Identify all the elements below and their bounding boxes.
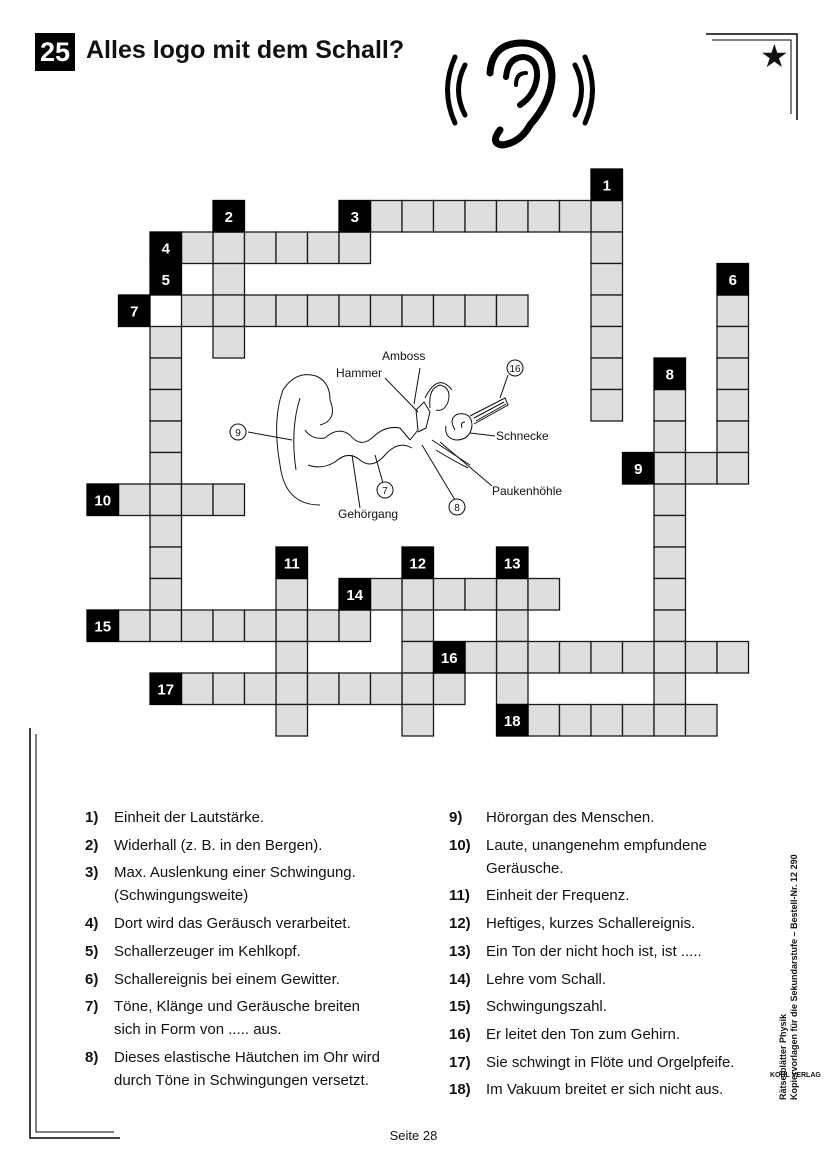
crossword-number-1: 1 <box>602 177 611 195</box>
crossword-cell[interactable] <box>402 610 434 642</box>
crossword-cell[interactable] <box>497 295 529 327</box>
clue-item <box>449 1051 734 1074</box>
clue-number: 4) <box>85 915 99 933</box>
crossword-cell[interactable] <box>308 673 340 705</box>
clue-item <box>449 1078 723 1101</box>
ear-label-paukenhoehle: Paukenhöhle <box>492 484 563 498</box>
crossword-cell[interactable] <box>402 201 434 233</box>
clue-text: Heftiges, kurzes Schallereignis. <box>486 915 696 933</box>
clue-number: 13) <box>449 942 471 960</box>
crossword-cell[interactable] <box>654 610 686 642</box>
crossword-cell[interactable] <box>245 610 277 642</box>
crossword-number-3: 3 <box>350 208 359 226</box>
crossword-cell[interactable] <box>591 642 623 674</box>
crossword-cell[interactable] <box>402 705 434 737</box>
crossword-cell[interactable] <box>591 358 623 390</box>
crossword-cell[interactable] <box>150 484 182 516</box>
crossword-cell[interactable] <box>654 579 686 611</box>
crossword-number-5: 5 <box>161 271 170 289</box>
clue-number: 18) <box>449 1081 471 1099</box>
clue-number: 12) <box>449 915 471 933</box>
crossword-cell[interactable] <box>150 358 182 390</box>
clue-text: Ein Ton der nicht hoch ist, ist ..... <box>486 942 702 960</box>
crossword-cell[interactable] <box>528 579 560 611</box>
ear-marker-8: 8 <box>454 503 460 514</box>
crossword-cell[interactable] <box>717 453 749 485</box>
clue-item <box>85 861 356 884</box>
crossword-cell[interactable] <box>276 610 308 642</box>
clue-number: 3) <box>85 864 99 882</box>
crossword-number-18: 18 <box>503 712 521 730</box>
clue-item <box>449 834 707 857</box>
crossword-number-15: 15 <box>94 618 112 636</box>
clue-number: 14) <box>449 970 471 988</box>
clue-number: 9) <box>449 809 463 826</box>
crossword-cell[interactable] <box>434 579 466 611</box>
crossword-cell[interactable] <box>308 232 340 264</box>
crossword-cell[interactable] <box>276 705 308 737</box>
crossword-cell[interactable] <box>497 579 529 611</box>
crossword-cell[interactable] <box>465 201 497 233</box>
clue-item <box>85 1046 380 1069</box>
ear-label-hammer: Hammer <box>336 366 383 380</box>
crossword-cell[interactable] <box>528 642 560 674</box>
crossword-cell[interactable] <box>717 295 749 327</box>
clue-item <box>449 940 702 963</box>
clue-number: 8) <box>85 1048 99 1066</box>
crossword-cell[interactable] <box>371 295 403 327</box>
crossword-cell[interactable] <box>654 673 686 705</box>
clue-item <box>449 995 607 1018</box>
crossword-cell[interactable] <box>339 232 371 264</box>
crossword-number-9: 9 <box>634 460 643 478</box>
crossword-cell[interactable] <box>497 673 529 705</box>
crossword-cell[interactable] <box>276 673 308 705</box>
crossword-cell[interactable] <box>434 295 466 327</box>
clue-text: Schallereignis bei einem Gewitter. <box>114 970 340 988</box>
ear-label-gehoergang: Gehörgang <box>338 507 399 521</box>
page-title: Alles logo mit dem Schall? <box>86 36 405 64</box>
crossword-cell[interactable] <box>623 642 655 674</box>
clue-item <box>85 940 301 963</box>
crossword-cell[interactable] <box>276 295 308 327</box>
crossword-cell[interactable] <box>150 453 182 485</box>
crossword-cell[interactable] <box>465 579 497 611</box>
crossword-cell[interactable] <box>528 201 560 233</box>
crossword-number-4: 4 <box>161 240 170 258</box>
clue-item <box>85 995 360 1018</box>
crossword-cell[interactable] <box>150 421 182 453</box>
star-icon: ★ <box>760 38 789 74</box>
crossword-cell[interactable] <box>245 673 277 705</box>
clue-number: 15) <box>449 998 471 1016</box>
clue-text: Dort wird das Geräusch verarbeitet. <box>114 915 351 933</box>
clue-item <box>449 1023 680 1046</box>
puzzle-number-badge: 25 <box>35 33 75 71</box>
clue-text: Im Vakuum breitet er sich nicht aus. <box>486 1081 724 1099</box>
clue-number: 10) <box>449 836 471 854</box>
crossword-number-16: 16 <box>440 649 458 667</box>
clue-number: 16) <box>449 1025 471 1043</box>
crossword-cell[interactable] <box>213 610 245 642</box>
crossword-cell[interactable] <box>371 673 403 705</box>
crossword-number-10: 10 <box>94 492 112 510</box>
clue-text: Einheit der Frequenz. <box>486 887 630 905</box>
crossword-cell[interactable] <box>591 232 623 264</box>
clue-text: Schallerzeuger im Kehlkopf. <box>114 942 301 960</box>
crossword-cell[interactable] <box>686 642 718 674</box>
clue-number: 2) <box>85 836 99 854</box>
ear-label-schnecke: Schnecke <box>496 429 549 443</box>
crossword-cell[interactable] <box>560 705 592 737</box>
crossword-cell[interactable] <box>150 390 182 422</box>
crossword-cell[interactable] <box>654 547 686 579</box>
crossword-cell[interactable] <box>339 610 371 642</box>
crossword-cell[interactable] <box>339 673 371 705</box>
side-publication-info <box>778 854 800 1100</box>
clue-text: Töne, Klänge und Geräusche breiten <box>114 998 360 1016</box>
crossword-cell[interactable] <box>560 201 592 233</box>
crossword-cell[interactable] <box>119 484 151 516</box>
clue-number: 7) <box>85 998 99 1016</box>
crossword-cell[interactable] <box>371 579 403 611</box>
crossword-cell[interactable] <box>245 295 277 327</box>
crossword-cell[interactable] <box>654 453 686 485</box>
clue-text: Er leitet den Ton zum Gehirn. <box>486 1025 680 1043</box>
crossword-cell[interactable] <box>717 358 749 390</box>
crossword-cell[interactable] <box>371 201 403 233</box>
crossword-cell[interactable] <box>308 610 340 642</box>
crossword-number-11: 11 <box>283 555 300 573</box>
crossword-cell[interactable] <box>402 642 434 674</box>
crossword-cell[interactable] <box>182 295 214 327</box>
crossword-cell[interactable] <box>497 642 529 674</box>
side-line-1: Rätselblätter Physik <box>778 1013 788 1100</box>
crossword-cell[interactable] <box>402 579 434 611</box>
crossword-cell[interactable] <box>654 390 686 422</box>
clue-number: 11) <box>449 887 470 905</box>
clue-text: Hörorgan des Menschen. <box>486 809 655 826</box>
clue-item <box>449 968 606 991</box>
crossword-cell[interactable] <box>339 295 371 327</box>
crossword-cell[interactable] <box>591 264 623 296</box>
publisher-logo: KOHL VERLAG <box>770 1072 821 1079</box>
crossword-cell[interactable] <box>434 673 466 705</box>
crossword-number-13: 13 <box>503 555 521 573</box>
crossword-cell[interactable] <box>150 579 182 611</box>
clue-number: 17) <box>449 1053 471 1071</box>
clue-text: Einheit der Lautstärke. <box>114 809 265 826</box>
clue-item <box>449 806 654 829</box>
crossword-cell[interactable] <box>402 673 434 705</box>
crossword-cell[interactable] <box>654 516 686 548</box>
crossword-number-12: 12 <box>409 555 427 573</box>
crossword-cell[interactable] <box>182 232 214 264</box>
crossword-cell[interactable] <box>213 327 245 359</box>
clue-text-continued: durch Töne in Schwingungen versetzt. <box>114 1071 369 1089</box>
clue-text-continued: sich in Form von ..... aus. <box>114 1021 282 1039</box>
clue-text-continued: Geräusche. <box>486 859 564 877</box>
crossword-cell[interactable] <box>150 610 182 642</box>
clue-text: Dieses elastische Häutchen im Ohr wird <box>114 1048 380 1066</box>
crossword-cell[interactable] <box>119 610 151 642</box>
crossword-cell[interactable] <box>528 705 560 737</box>
crossword-cell[interactable] <box>465 642 497 674</box>
crossword-cell[interactable] <box>213 484 245 516</box>
crossword-cell[interactable] <box>560 642 592 674</box>
clue-item <box>449 912 695 935</box>
crossword-cell[interactable] <box>591 327 623 359</box>
crossword-cell[interactable] <box>686 705 718 737</box>
crossword-cell[interactable] <box>276 579 308 611</box>
crossword-cell[interactable] <box>402 295 434 327</box>
crossword-cell[interactable] <box>686 453 718 485</box>
ear-marker-7: 7 <box>382 486 388 497</box>
crossword-cell[interactable] <box>717 642 749 674</box>
clue-text: Laute, unangenehm empfundene <box>486 836 708 854</box>
clue-item <box>449 884 629 907</box>
crossword-cell[interactable] <box>213 232 245 264</box>
crossword-cell[interactable] <box>623 705 655 737</box>
clue-text: Sie schwingt in Flöte und Orgelpfeife. <box>486 1053 735 1071</box>
clue-item <box>85 806 264 829</box>
crossword-cell[interactable] <box>213 295 245 327</box>
clue-number: 1) <box>85 809 99 826</box>
clue-item <box>85 912 351 935</box>
crossword-cell[interactable] <box>182 610 214 642</box>
crossword-cell[interactable] <box>276 232 308 264</box>
crossword-cell[interactable] <box>497 201 529 233</box>
crossword-cell[interactable] <box>465 295 497 327</box>
side-line-2: Kopiervorlagen für die Sekundarstufe – Bestell-Nr. 12 290 <box>789 854 799 1100</box>
crossword-cell[interactable] <box>308 295 340 327</box>
crossword-cell[interactable] <box>654 484 686 516</box>
clue-text: Widerhall (z. B. in den Bergen). <box>114 836 323 854</box>
crossword-cell[interactable] <box>591 201 623 233</box>
crossword-cell[interactable] <box>717 421 749 453</box>
crossword-cell[interactable] <box>654 642 686 674</box>
clue-item <box>85 968 340 991</box>
crossword-cell[interactable] <box>717 390 749 422</box>
clue-text: Schwingungszahl. <box>486 998 607 1016</box>
crossword-cell[interactable] <box>591 705 623 737</box>
crossword-number-14: 14 <box>346 586 364 604</box>
ear-diagram <box>230 349 562 521</box>
crossword-cell[interactable] <box>213 673 245 705</box>
page-footer: Seite 28 <box>389 1128 438 1143</box>
crossword-cell[interactable] <box>591 390 623 422</box>
clue-text-continued: (Schwingungsweite) <box>114 887 249 905</box>
clue-number: 6) <box>85 970 99 988</box>
clue-number: 5) <box>85 942 99 960</box>
crossword-number-8: 8 <box>665 366 674 384</box>
crossword-cell[interactable] <box>213 264 245 296</box>
crossword-number-7: 7 <box>130 303 139 321</box>
ear-marker-9: 9 <box>235 428 241 439</box>
crossword-cell[interactable] <box>654 705 686 737</box>
crossword-cell[interactable] <box>434 201 466 233</box>
crossword-cell[interactable] <box>150 516 182 548</box>
ear-label-amboss: Amboss <box>382 349 426 363</box>
crossword-number-6: 6 <box>728 271 737 289</box>
crossword-number-17: 17 <box>157 681 175 699</box>
crossword-cell[interactable] <box>182 673 214 705</box>
crossword-cell[interactable] <box>717 327 749 359</box>
crossword-cell[interactable] <box>150 327 182 359</box>
crossword-cell[interactable] <box>245 232 277 264</box>
clue-text: Lehre vom Schall. <box>486 970 607 988</box>
crossword-cell[interactable] <box>150 547 182 579</box>
crossword-cell[interactable] <box>654 421 686 453</box>
ear-marker-16: 16 <box>509 364 521 375</box>
crossword-cell[interactable] <box>497 610 529 642</box>
clue-item <box>85 834 322 857</box>
clue-text: Max. Auslenkung einer Schwingung. <box>114 864 356 882</box>
crossword-cell[interactable] <box>591 295 623 327</box>
crossword-cell[interactable] <box>182 484 214 516</box>
crossword-cell[interactable] <box>276 642 308 674</box>
crossword-number-2: 2 <box>224 208 233 226</box>
